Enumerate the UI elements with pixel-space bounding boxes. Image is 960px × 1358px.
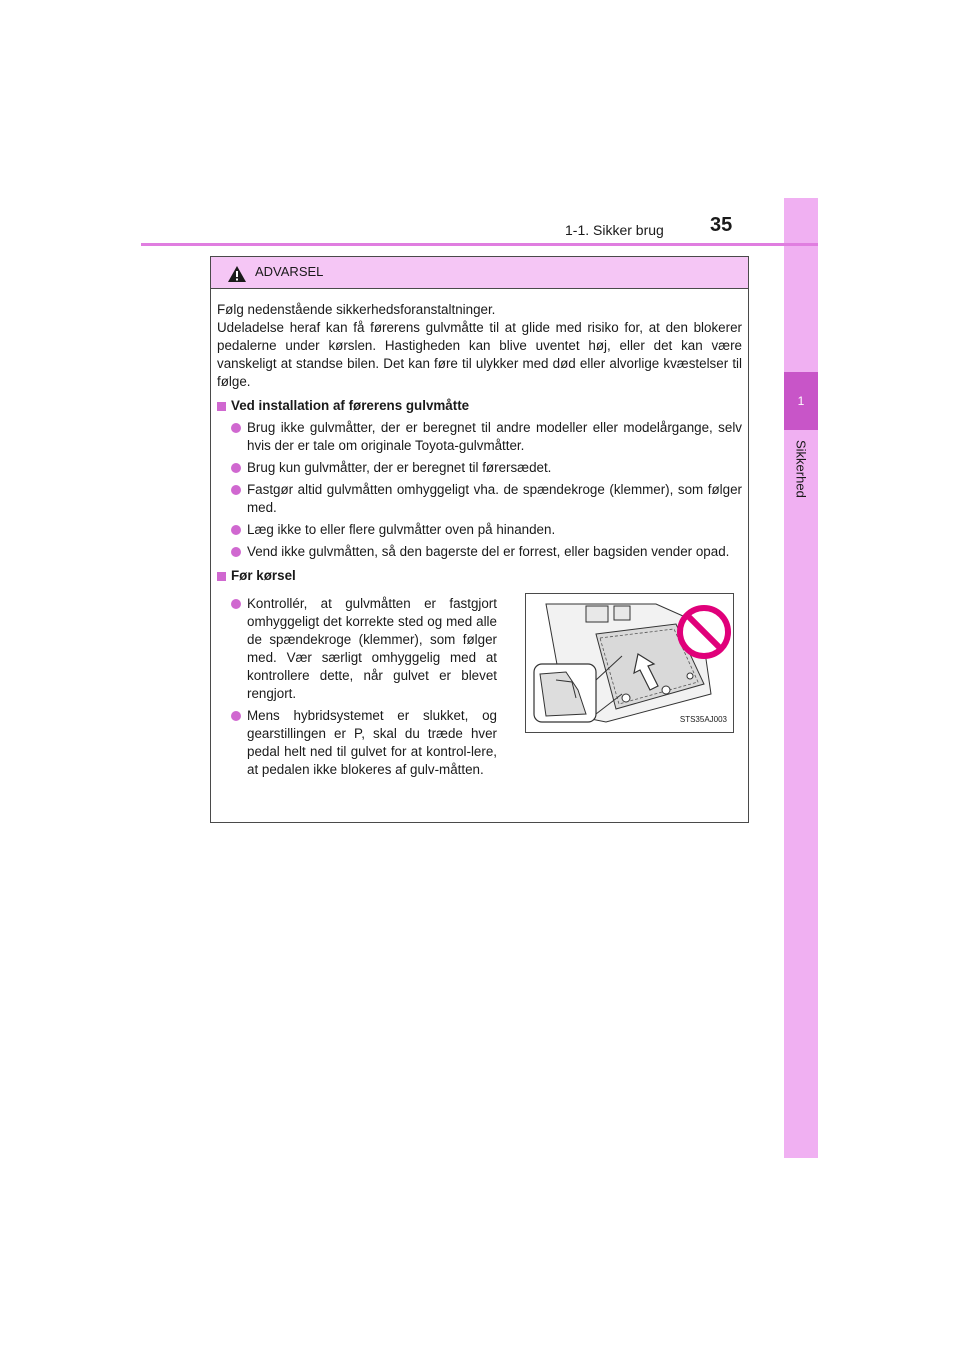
subheading-installation: [217, 397, 742, 415]
warning-header: [211, 257, 748, 289]
square-bullet-icon: [217, 402, 226, 411]
bullet-dot-icon: [231, 485, 241, 495]
warning-box: [210, 256, 749, 823]
subheading-before-driving-text: Før kørsel: [231, 568, 296, 583]
before-driving-list: [217, 595, 497, 779]
before-driving-text: [217, 591, 497, 779]
list-item: Brug ikke gulvmåtter, der er beregnet til andre modeller eller modelårgange, selv hvis der er tale om originale Toyota-gulvmåtter.: [231, 419, 742, 455]
subheading-installation-text: Ved installation af førerens gulvmåtte: [231, 398, 470, 413]
list-item: Fastgør altid gulvmåtten omhyggeligt vha. de spændekroge (klemmer), som følger med.: [231, 481, 742, 517]
warning-body: [211, 289, 748, 779]
chapter-title: Sikkerhed: [793, 440, 809, 498]
intro-line-1: Følg nedenstående sikkerhedsforanstaltninger.: [217, 302, 496, 317]
intro-paragraph: Udeladelse heraf kan få førerens gulvmåtte til at glide med risiko for, at den blokerer pedalerne under kørslen. Hastigheden kan blive uventet høj, eller det kan være vanskeligt at standse bilen. Det kan føre til ulykker med død eller alvorlige kvæstelser til følge.: [217, 320, 742, 389]
warning-triangle-icon: [227, 265, 247, 283]
floor-mat-illustration: [525, 593, 734, 733]
bullet-dot-icon: [231, 423, 241, 433]
warning-intro: [217, 301, 742, 391]
chapter-number-tab[interactable]: 1: [784, 372, 818, 430]
before-driving-content: [217, 591, 742, 779]
section-title: 1-1. Sikker brug: [565, 222, 664, 238]
installation-list: [217, 419, 742, 561]
list-item: Vend ikke gulvmåtten, så den bagerste del er forrest, eller bagsiden vender opad.: [231, 543, 742, 561]
bullet-dot-icon: [231, 547, 241, 557]
chapter-sidebar: [784, 198, 818, 1158]
list-item: Læg ikke to eller flere gulvmåtter oven på hinanden.: [231, 521, 742, 539]
warning-title: ADVARSEL: [255, 264, 324, 279]
bullet-dot-icon: [231, 599, 241, 609]
list-item: Kontrollér, at gulvmåtten er fastgjort omhyggeligt det korrekte sted og med alle de spændekroge (klemmer), som følger med. Vær særligt omhyggelig med at kontrollere dette, når gulvet er blevet rengjort.: [231, 595, 497, 703]
square-bullet-icon: [217, 572, 226, 581]
header-divider: [141, 243, 818, 246]
figure-id: STS35AJ003: [679, 715, 727, 724]
subheading-before-driving: [217, 567, 742, 585]
bullet-dot-icon: [231, 525, 241, 535]
bullet-dot-icon: [231, 711, 241, 721]
page-number: 35: [710, 214, 733, 236]
bullet-dot-icon: [231, 463, 241, 473]
list-item: Mens hybridsystemet er slukket, og gearstillingen er P, skal du træde hver pedal helt ned til gulvet for at kontrol-lere, at pedalen ikke blokeres af gulv-måtten.: [231, 707, 497, 779]
list-item: Brug kun gulvmåtter, der er beregnet til førersædet.: [231, 459, 742, 477]
